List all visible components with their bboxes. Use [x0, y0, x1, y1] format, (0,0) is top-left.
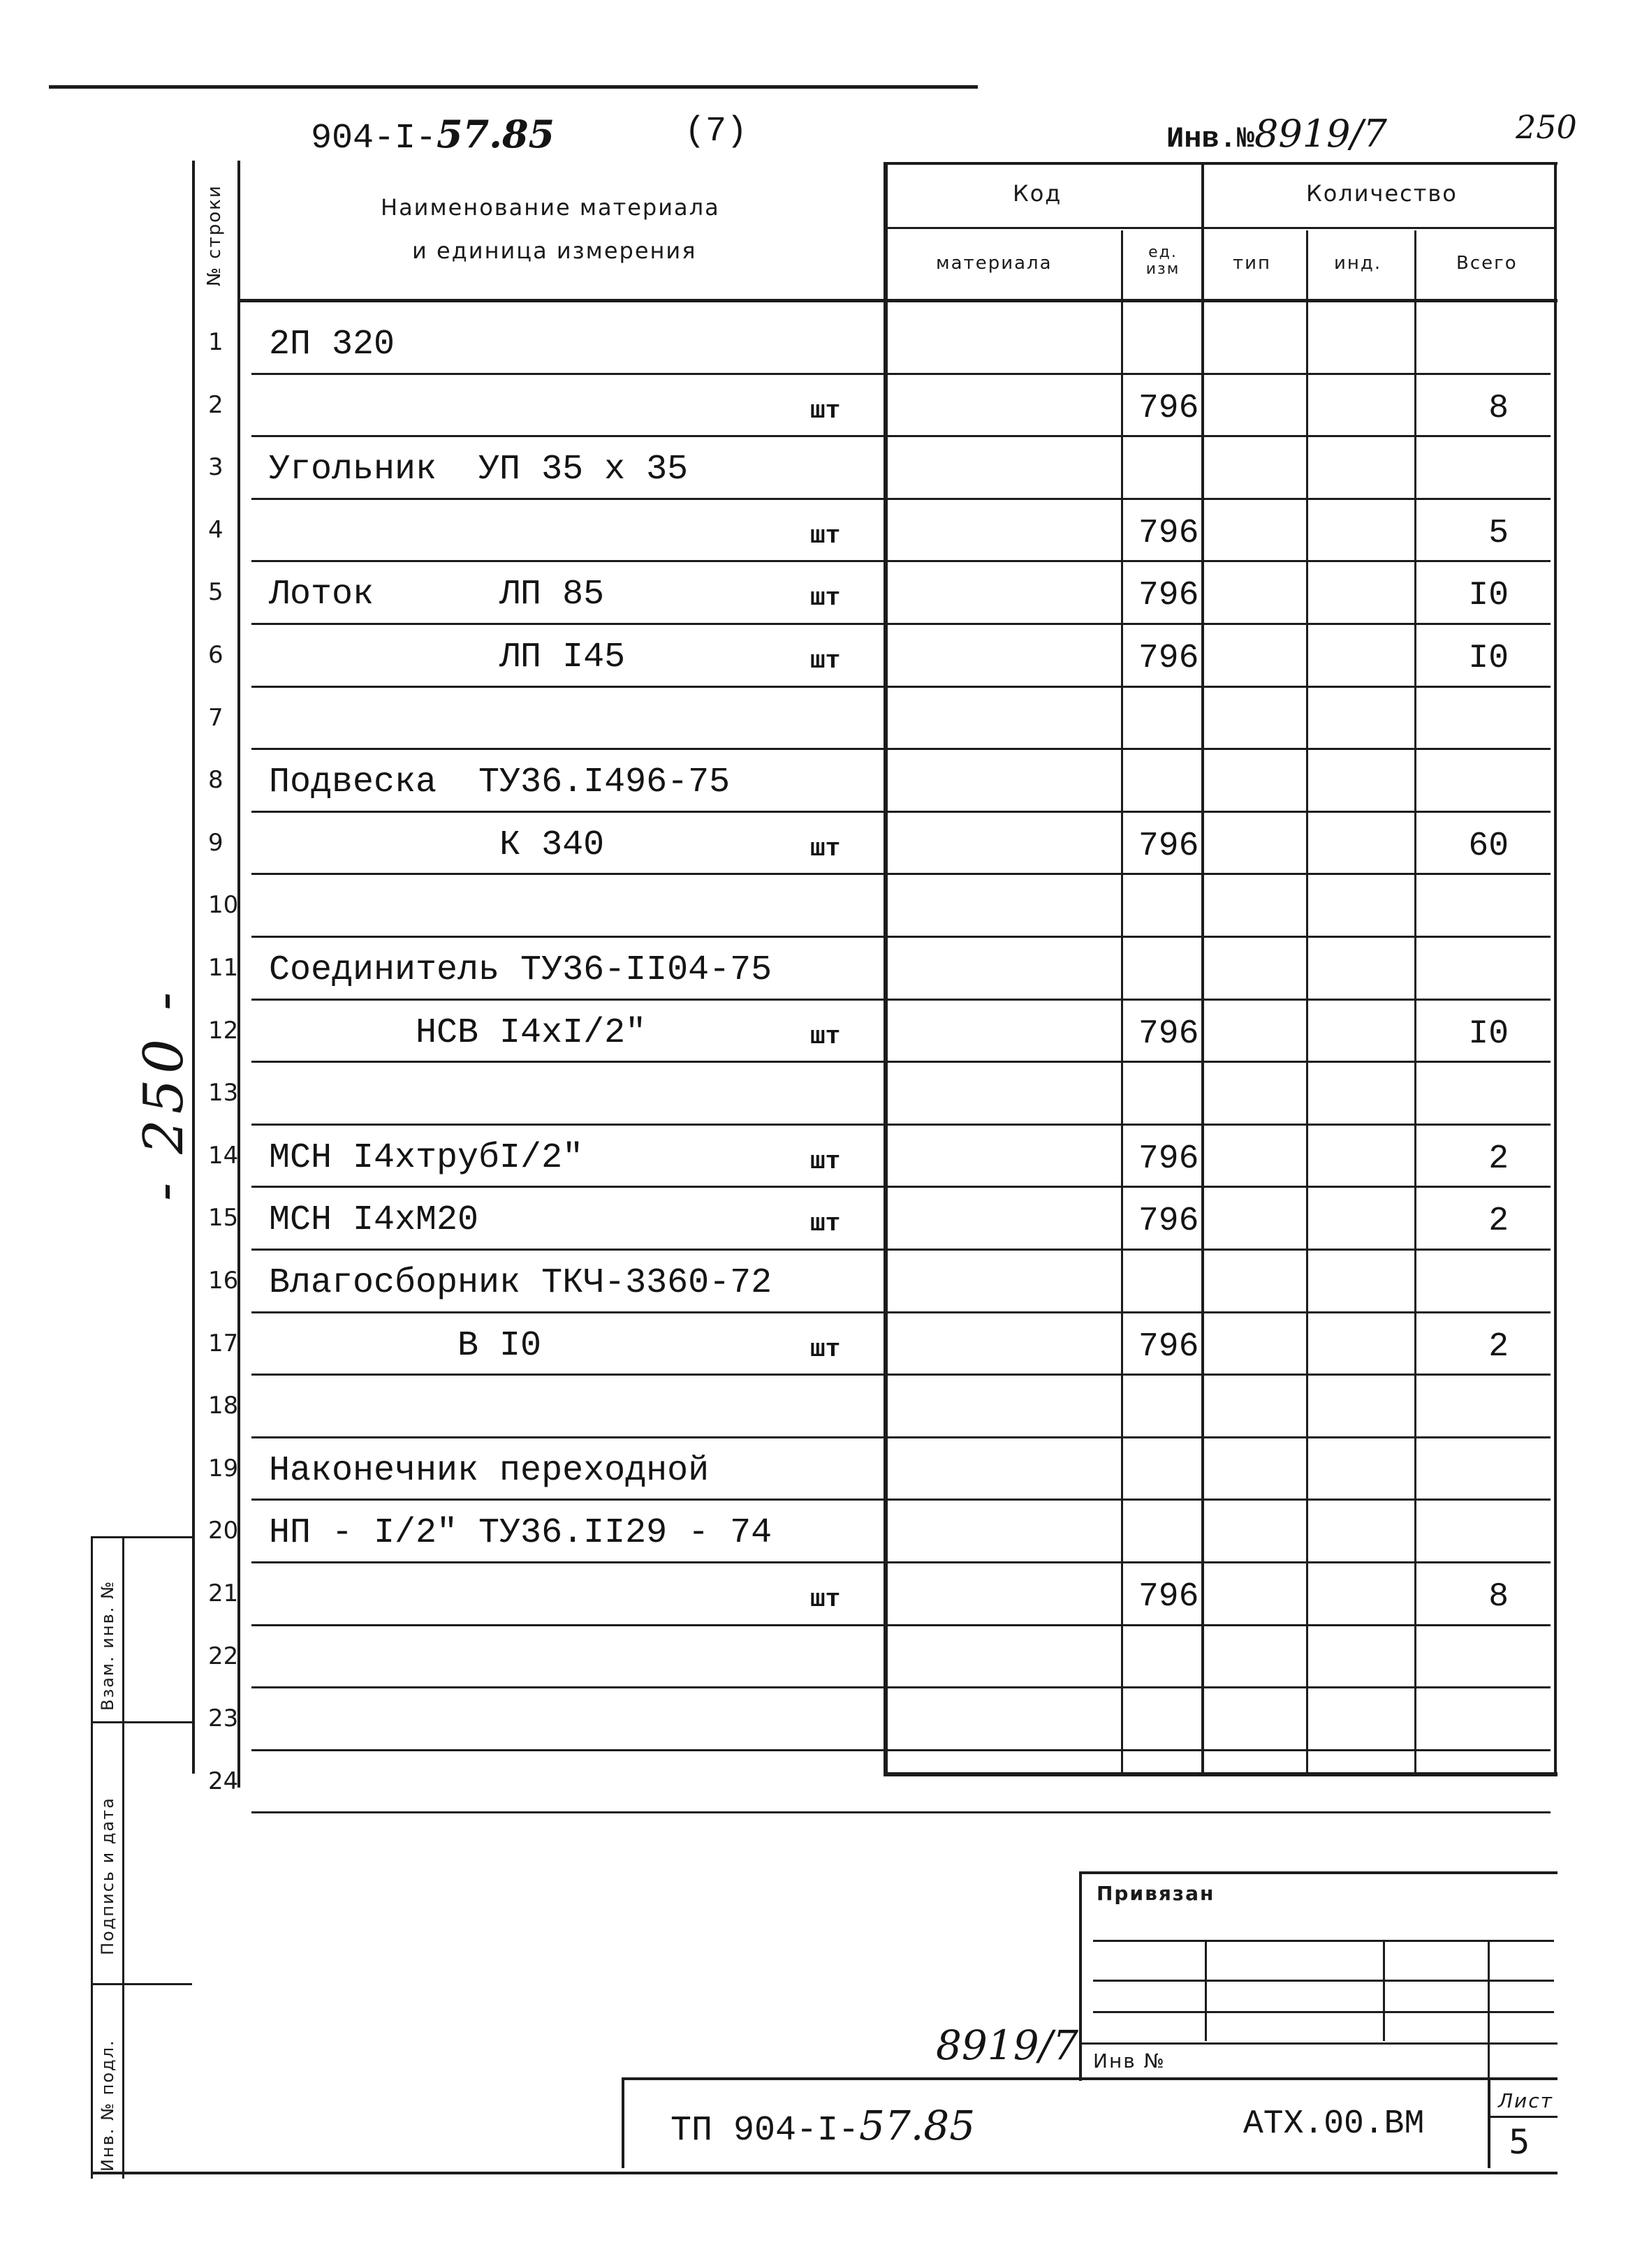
- row-total: 5: [1488, 515, 1509, 552]
- row-number: 6: [208, 641, 223, 669]
- stamp-line-1: [1093, 1940, 1554, 1942]
- stamp-top-line: [1079, 1871, 1558, 1874]
- frame-left: [192, 161, 195, 1774]
- row-number: 22: [208, 1642, 239, 1670]
- row-number: 3: [208, 453, 223, 481]
- row-code: 796: [1138, 1328, 1199, 1366]
- row-separator: [251, 936, 1551, 938]
- bottom-border-line: [91, 2172, 1558, 2174]
- doc-number: [670, 2102, 975, 2151]
- row-code: 796: [1138, 640, 1199, 677]
- row-separator: [251, 1811, 1551, 1813]
- typ-ind-divider: [1306, 230, 1308, 1774]
- title-block-top: [622, 2077, 1558, 2080]
- side-box-left: [91, 1536, 93, 2179]
- row-separator: [251, 623, 1551, 625]
- qty-typ-header: тип: [1233, 253, 1272, 274]
- sheet-label-line: [1488, 2116, 1558, 2118]
- row-number: 2: [208, 391, 223, 419]
- row-name: НП - I/2" ТУ36.II29 - 74: [269, 1513, 772, 1553]
- page-mark: 250: [1516, 108, 1577, 146]
- row-number: 19: [208, 1455, 239, 1482]
- row-name: К 340: [269, 825, 605, 865]
- row-number: 13: [208, 1079, 239, 1107]
- stamp-line-2: [1093, 1980, 1554, 1982]
- row-name: Угольник УП 35 х 35: [269, 450, 689, 489]
- row-code: 796: [1138, 1578, 1199, 1616]
- row-name: В I0: [269, 1326, 542, 1366]
- row-separator: [251, 435, 1551, 437]
- quantity-header: Количество: [1306, 180, 1458, 207]
- qty-total-header: Всего: [1456, 253, 1518, 274]
- row-unit: шт: [810, 834, 841, 863]
- doc-hand: 57.85: [859, 2102, 976, 2149]
- stamp-inv-hand: 8919/7: [936, 2022, 1079, 2069]
- row-separator: [251, 873, 1551, 875]
- row-unit: шт: [810, 1209, 841, 1238]
- row-separator: [251, 1374, 1551, 1376]
- row-total: 2: [1488, 1202, 1509, 1240]
- frame-right: [1554, 164, 1557, 1774]
- qty-ind-header: инд.: [1334, 253, 1382, 274]
- side-box-top: [91, 1536, 192, 1538]
- row-separator: [251, 1498, 1551, 1501]
- row-unit: шт: [810, 584, 841, 612]
- sheet-label: Лист: [1498, 2089, 1553, 2112]
- row-code: 796: [1138, 1015, 1199, 1053]
- row-separator: [251, 1186, 1551, 1188]
- row-number: 20: [208, 1517, 239, 1545]
- row-separator: [251, 1061, 1551, 1063]
- code-unit-header: ед. изм: [1145, 244, 1180, 278]
- inventory-number: [1166, 112, 1387, 156]
- row-code: 796: [1138, 577, 1199, 614]
- row-unit: шт: [810, 1022, 841, 1051]
- row-name: Наконечник переходной: [269, 1451, 710, 1491]
- title-block-sheet-divider: [1488, 2077, 1490, 2168]
- row-separator: [251, 560, 1551, 562]
- row-name: Лоток ЛП 85: [269, 575, 605, 614]
- row-name: ЛП I45: [269, 638, 626, 677]
- doc-prefix: ТП 904-I-: [670, 2111, 860, 2151]
- name-code-divider: [884, 164, 888, 1774]
- stamp-line-3: [1093, 2011, 1554, 2013]
- row-unit: шт: [810, 647, 841, 675]
- project-prefix: 904-I-: [311, 119, 437, 159]
- row-number: 16: [208, 1267, 239, 1295]
- code-qty-divider: [1201, 164, 1204, 1774]
- title-block-left: [622, 2077, 624, 2168]
- stamp-inv-label: Инв №: [1093, 2049, 1166, 2072]
- row-separator: [251, 1249, 1551, 1251]
- row-number: 8: [208, 766, 223, 794]
- row-separator: [251, 1124, 1551, 1126]
- row-name: МСН I4хМ20: [269, 1200, 479, 1240]
- top-border-line: [49, 85, 978, 89]
- row-number: 11: [208, 954, 239, 982]
- row-separator: [251, 1311, 1551, 1313]
- row-code: 796: [1138, 1202, 1199, 1240]
- row-code: 796: [1138, 515, 1199, 552]
- header-bottom-line: [237, 299, 1558, 302]
- code-unit-divider: [1121, 230, 1123, 1774]
- row-unit: шт: [810, 397, 841, 425]
- row-number: 23: [208, 1704, 239, 1732]
- project-number: [311, 112, 555, 159]
- header-mid-line: [884, 227, 1554, 229]
- row-number: 17: [208, 1330, 239, 1357]
- row-total: 2: [1488, 1140, 1509, 1178]
- row-total: 60: [1468, 827, 1509, 865]
- row-separator: [251, 748, 1551, 750]
- row-total: 2: [1488, 1328, 1509, 1366]
- row-number: 12: [208, 1017, 239, 1045]
- row-unit: шт: [810, 1335, 841, 1364]
- row-unit: шт: [810, 1147, 841, 1176]
- row-separator: [251, 1436, 1551, 1438]
- row-unit: шт: [810, 522, 841, 550]
- row-separator: [251, 686, 1551, 688]
- name-header-line1: Наименование материала: [381, 194, 720, 221]
- ind-total-divider: [1414, 230, 1416, 1774]
- side-box-inner: [122, 1536, 124, 2179]
- stamp-col-1: [1205, 1940, 1207, 2041]
- doc-code: АТХ.00.ВМ: [1243, 2105, 1425, 2143]
- inventory-label: Инв.№: [1166, 122, 1255, 156]
- row-total: I0: [1468, 577, 1509, 614]
- row-total: 8: [1488, 390, 1509, 427]
- stamp-line-4: [1079, 2042, 1558, 2045]
- row-total: I0: [1468, 1015, 1509, 1053]
- side-invpodl-label: Инв. № подл.: [98, 2039, 117, 2172]
- row-name: Влагосборник ТКЧ-3360-72: [269, 1263, 772, 1303]
- row-code: 796: [1138, 390, 1199, 427]
- row-separator: [251, 999, 1551, 1001]
- row-number: 10: [208, 891, 239, 919]
- inventory-hand: 8919/7: [1254, 112, 1388, 156]
- row-name: НСВ I4хI/2": [269, 1013, 647, 1053]
- row-number: 9: [208, 829, 223, 857]
- project-hand: 57.85: [437, 112, 555, 156]
- stamp-col-3: [1488, 1940, 1490, 2079]
- row-separator: [251, 811, 1551, 813]
- row-unit: шт: [810, 1585, 841, 1614]
- row-separator: [251, 1686, 1551, 1688]
- row-number: 4: [208, 516, 223, 544]
- stamp-left-line: [1079, 1871, 1082, 2081]
- row-code: 796: [1138, 827, 1199, 865]
- name-header-line2: и единица измерения: [412, 237, 697, 264]
- copy-number: (7): [684, 112, 748, 152]
- code-header: Код: [1013, 180, 1062, 207]
- side-box-mid2: [91, 1983, 192, 1985]
- row-number: 18: [208, 1392, 239, 1420]
- stamp-col-2: [1383, 1940, 1385, 2041]
- row-number-header: № строки: [204, 184, 225, 286]
- row-number: 7: [208, 704, 223, 732]
- row-separator: [251, 373, 1551, 375]
- row-number: 5: [208, 578, 223, 606]
- header-top-line: [884, 162, 1558, 165]
- row-separator: [251, 1749, 1551, 1751]
- row-number: 1: [208, 328, 223, 356]
- row-name: 2П 320: [269, 325, 395, 364]
- stamp-privyazan: Привязан: [1097, 1882, 1215, 1905]
- row-code: 796: [1138, 1140, 1199, 1178]
- row-name: Подвеска ТУ36.I496-75: [269, 763, 731, 802]
- row-number: 14: [208, 1142, 239, 1170]
- row-name: Соединитель ТУ36-II04-75: [269, 950, 772, 990]
- row-number: 21: [208, 1580, 239, 1607]
- code-material-header: материала: [936, 253, 1053, 274]
- row-number: 15: [208, 1204, 239, 1232]
- sheet-number: 5: [1509, 2123, 1530, 2162]
- side-big-note: - 250 -: [133, 986, 196, 1201]
- row-separator: [251, 1561, 1551, 1563]
- side-box-mid1: [91, 1721, 192, 1723]
- side-vzam-label: Взам. инв. №: [98, 1580, 117, 1711]
- row-name: МСН I4хтрубI/2": [269, 1138, 584, 1178]
- side-podpis-label: Подпись и дата: [98, 1797, 117, 1955]
- row-total: 8: [1488, 1578, 1509, 1616]
- row-separator: [251, 498, 1551, 500]
- row-separator: [251, 1624, 1551, 1626]
- row-total: I0: [1468, 640, 1509, 677]
- row-number: 24: [208, 1767, 239, 1795]
- table-bottom-line: [884, 1772, 1558, 1776]
